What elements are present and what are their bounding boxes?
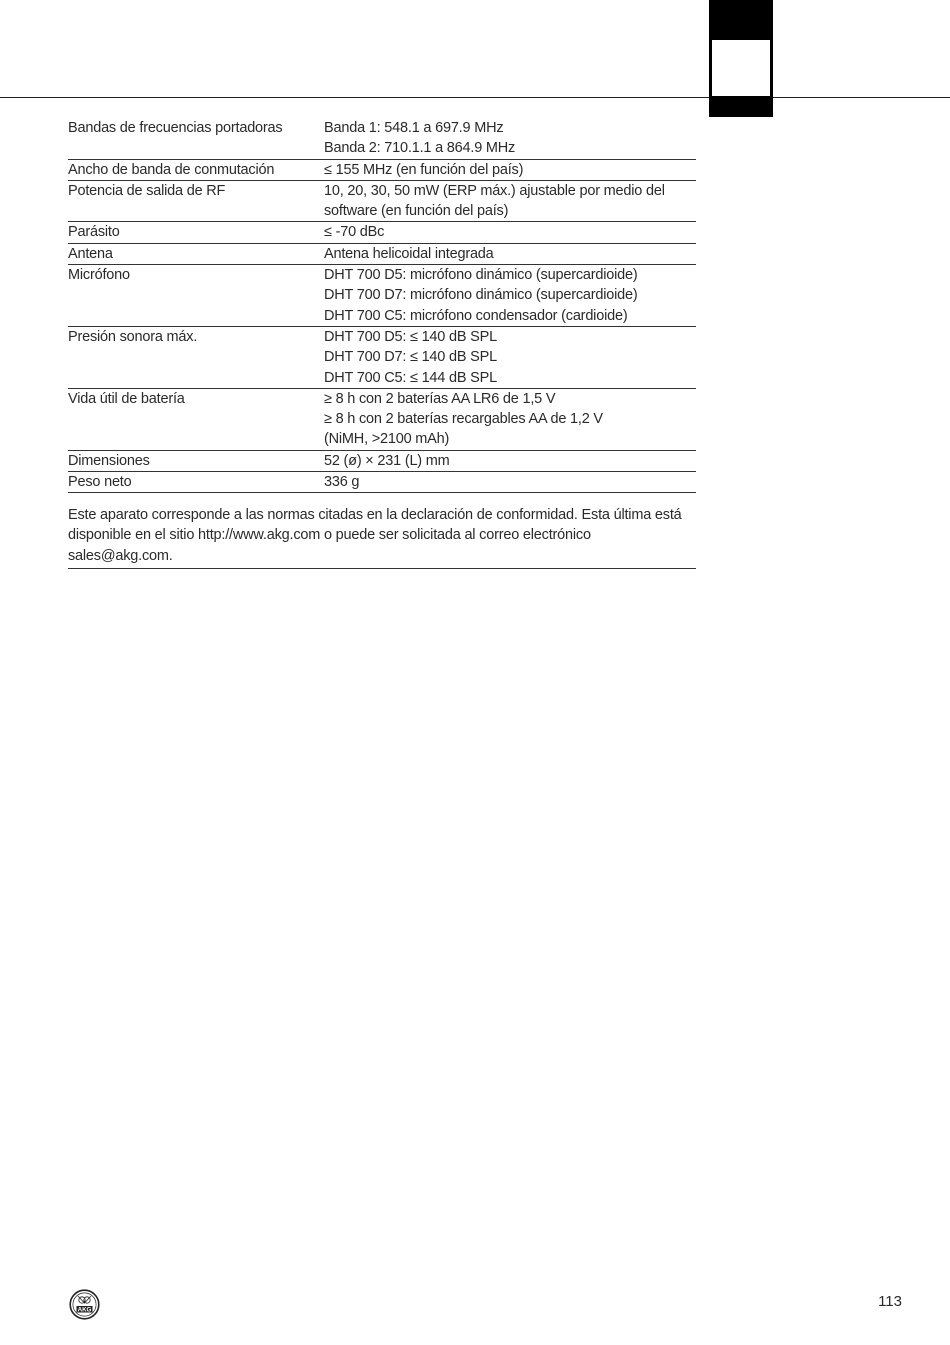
page-number: 113	[878, 1293, 902, 1310]
spec-value-line: ≥ 8 h con 2 baterías AA LR6 de 1,5 V	[324, 390, 556, 407]
note-line: sales@akg.com.	[68, 547, 173, 564]
spec-value-line: DHT 700 C5: micrófono condensador (cardioide)	[324, 307, 628, 324]
logo-text: AKG	[77, 1306, 92, 1314]
spec-row	[68, 118, 696, 159]
spec-value	[324, 243, 696, 264]
spec-value	[324, 326, 696, 388]
spec-row	[68, 388, 696, 450]
spec-value-line: DHT 700 D7: micrófono dinámico (supercardioide)	[324, 287, 638, 304]
header-rule	[0, 97, 950, 98]
spec-label: Dimensiones	[68, 452, 150, 469]
spec-table	[68, 118, 696, 493]
spec-value-line: software (en función del país)	[324, 203, 509, 220]
spec-value-line: ≤ 155 MHz (en función del país)	[324, 161, 524, 178]
spec-value-line: 336 g	[324, 474, 360, 491]
conformity-note	[68, 505, 696, 569]
spec-value-line: DHT 700 D5: ≤ 140 dB SPL	[324, 328, 497, 345]
chapter-tab-window	[712, 40, 770, 96]
spec-value-line: Banda 2: 710.1.1 a 864.9 MHz	[324, 140, 516, 157]
akg-logo-icon	[69, 1289, 100, 1320]
spec-label: Vida útil de batería	[68, 390, 185, 407]
spec-value	[324, 265, 696, 327]
spec-row	[68, 222, 696, 243]
spec-value	[324, 118, 696, 159]
chapter-tab	[709, 0, 773, 117]
spec-row	[68, 326, 696, 388]
spec-value-line: ≥ 8 h con 2 baterías recargables AA de 1,2 V	[324, 411, 603, 428]
spec-label: Presión sonora máx.	[68, 328, 198, 345]
spec-value-line: Antena helicoidal integrada	[324, 245, 494, 262]
spec-value-line: Banda 1: 548.1 a 697.9 MHz	[324, 120, 504, 136]
spec-row	[68, 450, 696, 471]
spec-value	[324, 222, 696, 243]
spec-label: Peso neto	[68, 474, 132, 491]
note-line: disponible en el sitio http://www.akg.com o puede ser solicitada al correo electrónico	[68, 527, 591, 544]
spec-row	[68, 243, 696, 264]
spec-value-line: (NiMH, >2100 mAh)	[324, 431, 450, 448]
spec-label: Potencia de salida de RF	[68, 182, 226, 199]
spec-value-line: DHT 700 D7: ≤ 140 dB SPL	[324, 349, 497, 366]
spec-value	[324, 388, 696, 450]
spec-label: Bandas de frecuencias portadoras	[68, 120, 283, 136]
spec-value	[324, 450, 696, 471]
spec-row	[68, 265, 696, 327]
spec-value	[324, 180, 696, 222]
spec-label: Ancho de banda de conmutación	[68, 161, 275, 178]
spec-value-line: 10, 20, 30, 50 mW (ERP máx.) ajustable por medio del	[324, 182, 665, 199]
spec-table-body	[68, 118, 696, 493]
spec-row	[68, 159, 696, 180]
spec-row	[68, 472, 696, 493]
spec-value-line: ≤ -70 dBc	[324, 224, 385, 241]
note-line: Este aparato corresponde a las normas citadas en la declaración de conformidad. Esta última está	[68, 507, 682, 523]
spec-value-line: 52 (ø) × 231 (L) mm	[324, 452, 450, 469]
spec-value-line: DHT 700 C5: ≤ 144 dB SPL	[324, 369, 497, 386]
spec-value	[324, 472, 696, 493]
spec-label: Parásito	[68, 224, 120, 241]
spec-value-line: DHT 700 D5: micrófono dinámico (supercardioide)	[324, 267, 638, 284]
spec-label: Antena	[68, 245, 113, 262]
spec-row	[68, 180, 696, 222]
spec-label: Micrófono	[68, 267, 130, 284]
spec-value	[324, 159, 696, 180]
